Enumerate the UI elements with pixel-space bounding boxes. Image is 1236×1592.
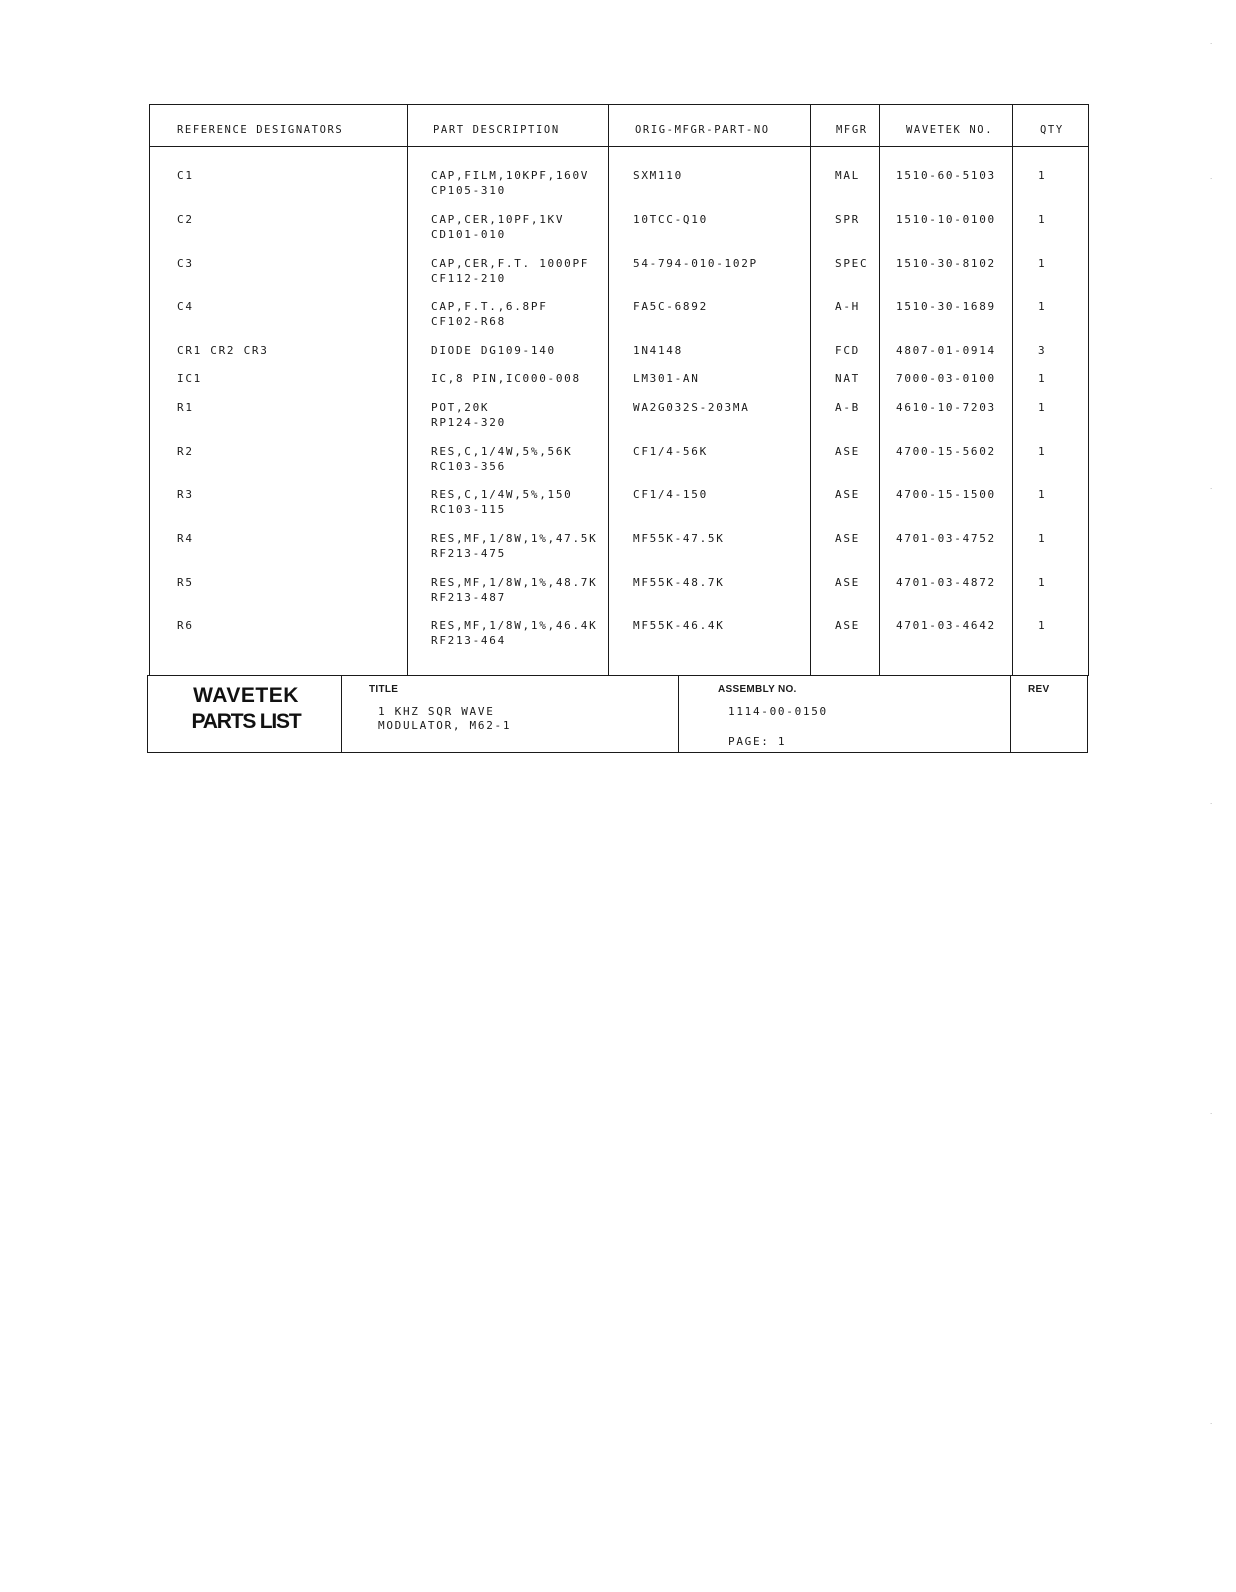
part-description: CAP,CER,F.T. 1000PF — [431, 257, 590, 270]
reference-designator: C3 — [177, 257, 194, 270]
wavetek-number: 1510-10-0100 — [896, 213, 996, 226]
doc-type-label: PARTS LIST — [191, 710, 301, 733]
wavetek-number: 4610-10-7203 — [896, 401, 996, 414]
reference-designator: CR1 CR2 CR3 — [177, 344, 269, 357]
part-description: DIODE DG109-140 — [431, 344, 556, 357]
part-description: POT,20K — [431, 401, 490, 414]
quantity: 1 — [1038, 401, 1047, 414]
rev-label: REV — [1028, 684, 1050, 695]
mfgr-code: NAT — [835, 372, 860, 385]
part-code: CF112-210 — [431, 272, 506, 285]
orig-mfgr-part-no: WA2G032S-203MA — [633, 401, 750, 414]
wavetek-number: 1510-60-5103 — [896, 169, 996, 182]
reference-designator: C2 — [177, 213, 194, 226]
wavetek-number: 4807-01-0914 — [896, 344, 996, 357]
part-description: RES,C,1/4W,5%,150 — [431, 488, 573, 501]
part-description: RES,MF,1/8W,1%,47.5K — [431, 532, 598, 545]
header-part-description: PART DESCRIPTION — [433, 124, 560, 136]
part-code: CF102-R68 — [431, 315, 506, 328]
scan-speck: · — [1210, 40, 1213, 48]
mfgr-code: A-B — [835, 401, 860, 414]
part-code: CD101-010 — [431, 228, 506, 241]
title-label: TITLE — [369, 684, 399, 695]
part-code: RF213-475 — [431, 547, 506, 560]
reference-designator: R6 — [177, 619, 194, 632]
reference-designator: C1 — [177, 169, 194, 182]
orig-mfgr-part-no: 1N4148 — [633, 344, 683, 357]
title-block-divider — [341, 676, 342, 752]
orig-mfgr-part-no: CF1/4-56K — [633, 445, 708, 458]
mfgr-code: ASE — [835, 619, 860, 632]
wavetek-number: 4701-03-4872 — [896, 576, 996, 589]
orig-mfgr-part-no: FA5C-6892 — [633, 300, 708, 313]
column-divider — [879, 105, 880, 675]
title-block — [147, 675, 1088, 753]
part-code: RC103-356 — [431, 460, 506, 473]
assembly-number: 1114-00-0150 — [728, 705, 828, 718]
page-number: PAGE: 1 — [728, 735, 787, 748]
orig-mfgr-part-no: SXM110 — [633, 169, 683, 182]
mfgr-code: SPR — [835, 213, 860, 226]
mfgr-code: ASE — [835, 532, 860, 545]
parts-table — [149, 104, 1089, 676]
scan-speck: · — [1210, 800, 1213, 808]
title-line-1: 1 KHZ SQR WAVE — [378, 705, 495, 718]
orig-mfgr-part-no: 54-794-010-102P — [633, 257, 758, 270]
quantity: 1 — [1038, 532, 1047, 545]
quantity: 1 — [1038, 372, 1047, 385]
table-header — [150, 105, 1088, 147]
title-line-2: MODULATOR, M62-1 — [378, 719, 512, 732]
scan-speck: · — [1210, 1110, 1213, 1118]
title-block-divider — [678, 676, 679, 752]
reference-designator: R5 — [177, 576, 194, 589]
quantity: 3 — [1038, 344, 1047, 357]
orig-mfgr-part-no: 10TCC-Q10 — [633, 213, 708, 226]
part-description: CAP,CER,10PF,1KV — [431, 213, 565, 226]
scan-speck: · — [1210, 175, 1213, 183]
mfgr-code: ASE — [835, 576, 860, 589]
mfgr-code: ASE — [835, 488, 860, 501]
orig-mfgr-part-no: CF1/4-150 — [633, 488, 708, 501]
mfgr-code: SPEC — [835, 257, 869, 270]
header-qty: QTY — [1040, 124, 1064, 136]
wavetek-number: 1510-30-1689 — [896, 300, 996, 313]
quantity: 1 — [1038, 619, 1047, 632]
column-divider — [810, 105, 811, 675]
quantity: 1 — [1038, 213, 1047, 226]
part-code: RF213-487 — [431, 591, 506, 604]
column-divider — [1012, 105, 1013, 675]
column-divider — [407, 105, 408, 675]
wavetek-logo: WAVETEK — [193, 684, 299, 707]
reference-designator: R4 — [177, 532, 194, 545]
reference-designator: R3 — [177, 488, 194, 501]
orig-mfgr-part-no: MF55K-47.5K — [633, 532, 725, 545]
part-description: RES,MF,1/8W,1%,46.4K — [431, 619, 598, 632]
quantity: 1 — [1038, 257, 1047, 270]
reference-designator: R2 — [177, 445, 194, 458]
wavetek-number: 4701-03-4642 — [896, 619, 996, 632]
wavetek-number: 1510-30-8102 — [896, 257, 996, 270]
column-divider — [608, 105, 609, 675]
part-code: RC103-115 — [431, 503, 506, 516]
part-description: RES,MF,1/8W,1%,48.7K — [431, 576, 598, 589]
header-mfgr: MFGR — [836, 124, 868, 136]
quantity: 1 — [1038, 300, 1047, 313]
title-block-divider — [1010, 676, 1011, 752]
mfgr-code: MAL — [835, 169, 860, 182]
scan-speck: · — [1210, 1420, 1213, 1428]
part-code: CP105-310 — [431, 184, 506, 197]
orig-mfgr-part-no: LM301-AN — [633, 372, 700, 385]
assembly-label: ASSEMBLY NO. — [718, 684, 797, 695]
part-description: CAP,FILM,10KPF,160V — [431, 169, 590, 182]
quantity: 1 — [1038, 488, 1047, 501]
quantity: 1 — [1038, 445, 1047, 458]
part-code: RF213-464 — [431, 634, 506, 647]
wavetek-number: 4701-03-4752 — [896, 532, 996, 545]
quantity: 1 — [1038, 169, 1047, 182]
wavetek-number: 7000-03-0100 — [896, 372, 996, 385]
header-reference-designators: REFERENCE DESIGNATORS — [177, 124, 344, 136]
part-code: RP124-320 — [431, 416, 506, 429]
mfgr-code: A-H — [835, 300, 860, 313]
mfgr-code: ASE — [835, 445, 860, 458]
part-description: RES,C,1/4W,5%,56K — [431, 445, 573, 458]
reference-designator: R1 — [177, 401, 194, 414]
mfgr-code: FCD — [835, 344, 860, 357]
part-description: CAP,F.T.,6.8PF — [431, 300, 548, 313]
part-description: IC,8 PIN,IC000-008 — [431, 372, 581, 385]
reference-designator: IC1 — [177, 372, 202, 385]
reference-designator: C4 — [177, 300, 194, 313]
header-wavetek-no: WAVETEK NO. — [906, 124, 994, 136]
quantity: 1 — [1038, 576, 1047, 589]
header-orig-mfgr-part-no: ORIG-MFGR-PART-NO — [635, 124, 770, 136]
wavetek-number: 4700-15-5602 — [896, 445, 996, 458]
orig-mfgr-part-no: MF55K-48.7K — [633, 576, 725, 589]
wavetek-number: 4700-15-1500 — [896, 488, 996, 501]
orig-mfgr-part-no: MF55K-46.4K — [633, 619, 725, 632]
scan-speck: · — [1210, 485, 1213, 493]
